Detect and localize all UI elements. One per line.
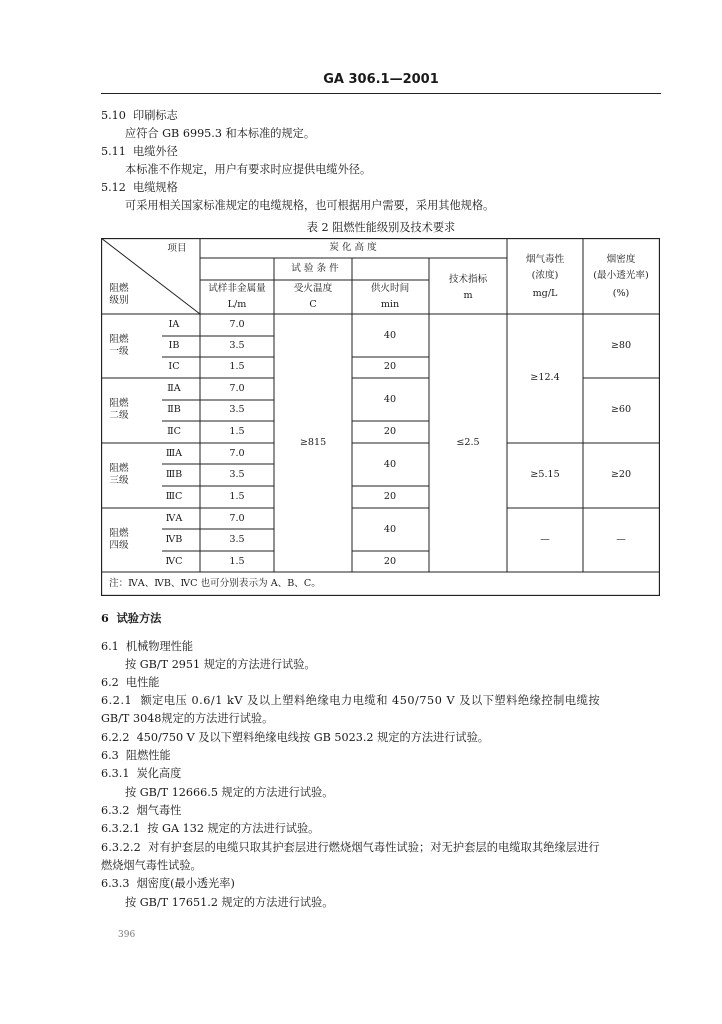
level-label: 阻燃 四级: [109, 528, 129, 551]
para-6-3-2-2-cont: 燃烧烟气毒性试验。: [101, 859, 202, 872]
header-test-conditions: 试 验 条 件: [291, 263, 339, 274]
para-number: 6.1: [101, 640, 119, 653]
para-text: 按 GA 132 规定的方法进行试验。: [147, 822, 320, 835]
para-text: 对有护套层的电缆只取其护套层进行燃烧烟气毒性试验；对无护套层的电缆取其绝缘层进行: [148, 841, 600, 854]
header-fire-temp-unit: C: [309, 299, 317, 310]
para-number: 6.2.2: [101, 731, 130, 744]
para-6-3-2-2: [101, 841, 600, 855]
page-number: 396: [118, 930, 136, 940]
sample-amount: 3.5: [229, 404, 245, 415]
sub-level: ⅣB: [165, 534, 183, 545]
sample-amount: 7.0: [229, 383, 245, 394]
document-header: GA 306.1—2001: [323, 72, 439, 87]
section-title: 电缆外径: [133, 145, 178, 158]
sample-amount: 3.5: [229, 469, 245, 480]
header-tech-index-unit: m: [463, 290, 473, 301]
sample-amount: 3.5: [229, 534, 245, 545]
level-label: 阻燃 二级: [109, 398, 129, 421]
fire-time: 20: [383, 491, 397, 502]
fire-time: 20: [383, 426, 397, 437]
section-5-11-body: 本标准不作规定，用户有要求时应提供电缆外径。: [125, 163, 372, 176]
toxicity-value-levels-1-2: ≥12.4: [530, 372, 560, 383]
sub-level: ⅠB: [168, 340, 180, 351]
header-toxicity: 烟气毒性: [525, 254, 565, 265]
para-6-3-2: [101, 804, 181, 818]
para-6-2-1-cont: GB/T 3048规定的方法进行试验。: [101, 712, 274, 725]
header-sample-amount-unit: L/m: [227, 299, 247, 310]
para-6-2-2: [101, 731, 489, 745]
header-toxicity-unit: mg/L: [532, 288, 558, 299]
section-5-11-heading: [101, 145, 178, 159]
sample-amount: 1.5: [229, 556, 245, 567]
fire-time: 20: [383, 361, 397, 372]
header-level: 阻燃 级别: [109, 283, 129, 306]
para-6-2: [101, 676, 160, 690]
para-number: 6.3.2.1: [101, 822, 141, 835]
section-5-10-body: 应符合 GB 6995.3 和本标准的规定。: [125, 127, 316, 140]
toxicity-value-level-4: —: [540, 534, 550, 545]
header-smoke-density-unit: (%): [612, 288, 630, 299]
para-number: 6.3.2: [101, 804, 130, 817]
header-tech-index: 技术指标: [448, 274, 488, 285]
para-text: 450/750 V 及以下塑料绝缘电线按 GB 5023.2 规定的方法进行试验。: [136, 731, 489, 744]
flame-retardant-table: [101, 238, 660, 596]
header-smoke-density-sub: (最小透光率): [593, 270, 649, 281]
header-toxicity-sub: (浓度): [531, 270, 559, 281]
para-number: 6.3: [101, 749, 119, 762]
sample-amount: 1.5: [229, 491, 245, 502]
tech-index-value: ≤2.5: [456, 437, 480, 448]
sample-amount: 7.0: [229, 448, 245, 459]
sample-amount: 3.5: [229, 340, 245, 351]
sub-level: ⅢA: [165, 448, 183, 459]
para-6-1: [101, 640, 193, 654]
section-5-10-heading: [101, 109, 178, 123]
table-caption: 表 2 阻燃性能级别及技术要求: [306, 221, 456, 234]
para-text: 电性能: [125, 676, 160, 689]
level-label: 阻燃 一级: [109, 334, 129, 357]
sample-amount: 7.0: [229, 319, 245, 330]
para-6-1-body: 按 GB/T 2951 规定的方法进行试验。: [125, 658, 316, 671]
header-item: 项目: [167, 243, 187, 254]
para-text: 烟气毒性: [136, 804, 182, 817]
fire-temperature-value: ≥815: [299, 437, 327, 448]
para-6-3: [101, 749, 171, 763]
para-6-3-3: [101, 877, 235, 891]
para-text: 机械物理性能: [125, 640, 194, 653]
fire-time: 40: [383, 330, 397, 341]
section-number: 5.10: [101, 109, 126, 122]
sub-level: ⅡB: [167, 404, 181, 415]
sample-amount: 7.0: [229, 513, 245, 524]
para-number: 6.3.3: [101, 877, 130, 890]
fire-time: 20: [383, 556, 397, 567]
fire-time: 40: [383, 459, 397, 470]
smoke-density-value: ≥20: [610, 469, 632, 480]
section-number: 6: [101, 611, 109, 625]
para-number: 6.2.1: [101, 694, 133, 707]
header-char-height: 炭 化 高 度: [329, 242, 377, 253]
para-6-3-1-body: 按 GB/T 12666.5 规定的方法进行试验。: [125, 786, 334, 799]
sub-level: ⅢB: [165, 469, 183, 480]
fire-time: 40: [383, 394, 397, 405]
section-6-heading: [101, 611, 161, 625]
para-number: 6.2: [101, 676, 119, 689]
smoke-density-value: ≥80: [610, 340, 632, 351]
sample-amount: 1.5: [229, 426, 245, 437]
section-title: 电缆规格: [133, 181, 178, 194]
sub-level: ⅣA: [165, 513, 183, 524]
fire-time: 40: [383, 524, 397, 535]
para-text: 烟密度(最小透光率): [136, 877, 235, 890]
sub-level: ⅠC: [168, 361, 180, 372]
header-fire-temp: 受火温度: [293, 283, 333, 294]
sub-level: ⅠA: [168, 319, 180, 330]
section-title: 试验方法: [116, 611, 162, 625]
section-5-12-heading: [101, 181, 178, 195]
level-label: 阻燃 三级: [109, 463, 129, 486]
header-fire-time-unit: min: [380, 299, 400, 310]
sub-level: ⅢC: [165, 491, 183, 502]
para-6-2-1: [101, 694, 600, 708]
section-number: 5.12: [101, 181, 126, 194]
para-6-3-2-1: [101, 822, 319, 836]
para-6-3-1: [101, 767, 181, 781]
para-6-3-3-body: 按 GB/T 17651.2 规定的方法进行试验。: [125, 896, 334, 909]
para-number: 6.3.1: [101, 767, 130, 780]
sub-level: ⅡC: [167, 426, 181, 437]
table-note: 注：ⅣA、ⅣB、ⅣC 也可分别表示为 A、B、C。: [109, 578, 321, 589]
smoke-density-value: —: [616, 534, 626, 545]
smoke-density-value: ≥60: [610, 404, 632, 415]
sub-level: ⅡA: [167, 383, 181, 394]
header-sample-amount: 试样非金属量: [208, 283, 266, 294]
section-title: 印刷标志: [133, 109, 178, 122]
para-text: 额定电压 0.6/1 kV 及以上塑料绝缘电力电缆和 450/750 V 及以下塑料绝缘控制电缆按: [140, 694, 601, 707]
header-fire-time: 供火时间: [370, 283, 410, 294]
sub-level: ⅣC: [165, 556, 183, 567]
section-number: 5.11: [101, 145, 126, 158]
para-number: 6.3.2.2: [101, 841, 141, 854]
sample-amount: 1.5: [229, 361, 245, 372]
para-text: 阻燃性能: [125, 749, 171, 762]
para-text: 炭化高度: [136, 767, 182, 780]
toxicity-value-level-3: ≥5.15: [530, 469, 560, 480]
section-5-12-body: 可采用相关国家标准规定的电缆规格，也可根据用户需要，采用其他规格。: [125, 199, 495, 212]
header-smoke-density: 烟密度: [606, 254, 636, 265]
header-rule: [101, 93, 661, 94]
